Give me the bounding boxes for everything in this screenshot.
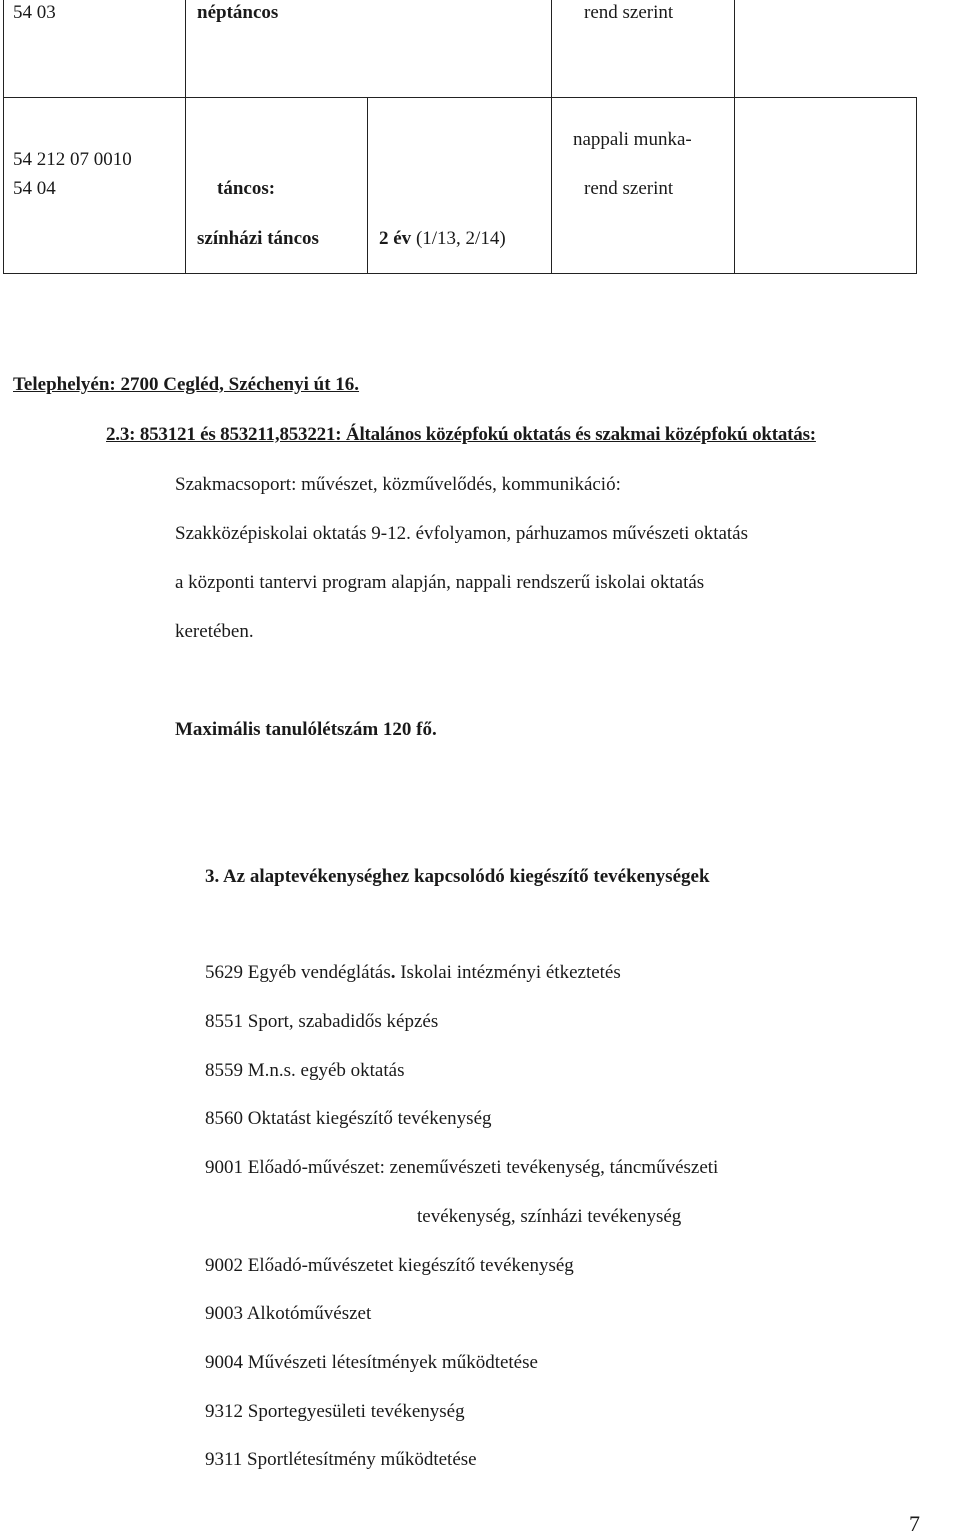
table-border: [551, 97, 552, 274]
section-2-3-max: Maximális tanulólétszám 120 fő.: [175, 719, 437, 740]
list-item: 9002 Előadó-művészetet kiegészítő tevékenység: [205, 1255, 574, 1276]
list-item: 9311 Sportlétesítmény működtetése: [205, 1449, 477, 1470]
list-item-bold: .: [390, 962, 396, 983]
list-item: 9001 Előadó-művészet: zeneművészeti tevékenység, táncművészeti: [205, 1157, 719, 1178]
table-border: [734, 97, 917, 98]
table-border: [734, 0, 735, 98]
row2-code-line1: 54 212 07 0010: [13, 149, 132, 170]
row2-name-line2: színházi táncos: [197, 228, 319, 249]
row2-schedule-line2: rend szerint: [584, 178, 674, 199]
page-number: 7: [909, 1511, 920, 1536]
section-2-3-desc-line2: a központi tantervi program alapján, nappali rendszerű iskolai oktatás: [175, 572, 705, 593]
row2-code-line2: 54 04: [13, 178, 56, 199]
list-item: 8559 M.n.s. egyéb oktatás: [205, 1060, 405, 1081]
list-item: 8560 Oktatást kiegészítő tevékenység: [205, 1108, 492, 1129]
table-border: [367, 97, 368, 274]
list-item: 9312 Sportegyesületi tevékenység: [205, 1401, 465, 1422]
list-item: 8551 Sport, szabadidős képzés: [205, 1011, 439, 1032]
row2-duration: [379, 228, 506, 250]
section-2-3-group: Szakmacsoport: művészet, közművelődés, kommunikáció:: [175, 474, 621, 495]
table-border: [916, 97, 917, 274]
list-item: 9003 Alkotóművészet: [205, 1303, 372, 1324]
table-border: [3, 0, 4, 98]
site-label: Telephelyén: 2700 Cegléd, Széchenyi út 16.: [13, 374, 360, 395]
table-border: [3, 97, 735, 98]
list-item: [205, 962, 621, 984]
table-border: [3, 97, 4, 274]
table-border: [551, 0, 552, 98]
row1-schedule: rend szerint: [584, 2, 674, 23]
row2-duration-detail: (1/13, 2/14): [411, 228, 506, 249]
row1-name: néptáncos: [197, 2, 279, 23]
table-cell-code: [13, 2, 56, 24]
list-item-continuation: tevékenység, színházi tevékenység: [417, 1206, 682, 1227]
table-border: [734, 97, 735, 274]
row1-code: 54 03: [13, 2, 56, 23]
row2-name-line1: táncos:: [217, 178, 276, 199]
section-2-3-desc-line3: keretében.: [175, 621, 254, 642]
section-2-3-desc-line1: Szakközépiskolai oktatás 9-12. évfolyamon, párhuzamos művészeti oktatás: [175, 523, 749, 544]
list-item-text: Iskolai intézményi étkeztetés: [395, 962, 621, 983]
table-border: [185, 97, 186, 274]
list-item: 9004 Művészeti létesítmények működtetése: [205, 1352, 538, 1373]
table-border: [185, 0, 186, 98]
section-2-3-heading: 2.3: 853121 és 853211,853221: Általános középfokú oktatás és szakmai középfokú oktatás:: [106, 424, 816, 445]
list-item-text: 5629 Egyéb vendéglátás: [205, 962, 391, 983]
row2-schedule-line1: nappali munka-: [573, 129, 692, 150]
section-3-heading: 3. Az alaptevékenységhez kapcsolódó kiegészítő tevékenységek: [205, 866, 710, 887]
row2-duration-years: 2 év: [379, 228, 412, 249]
table-border: [3, 273, 917, 274]
